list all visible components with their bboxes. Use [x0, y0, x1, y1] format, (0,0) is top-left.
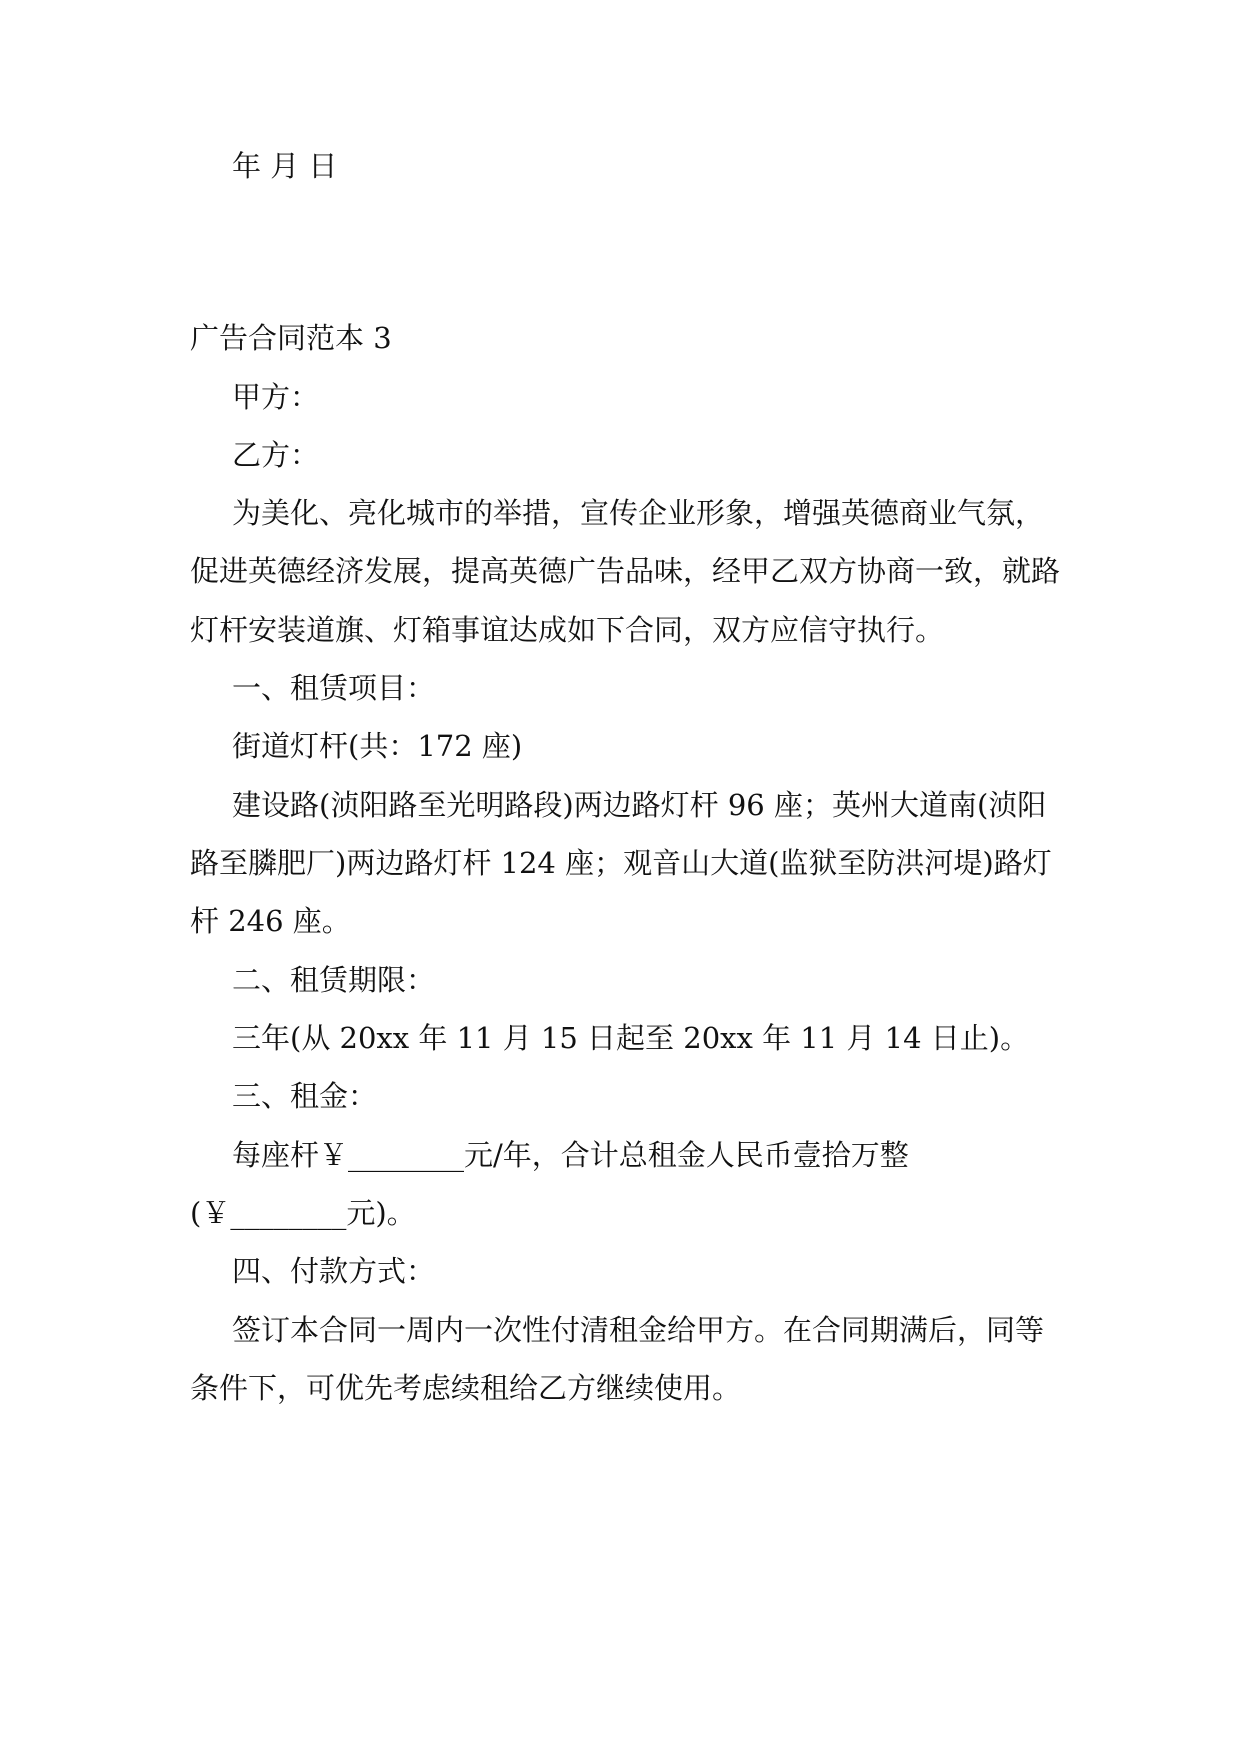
- intro-line-1: 为美化、亮化城市的举措，宣传企业形象，增强英德商业气氛，: [232, 496, 1045, 530]
- item4-detail-line-2: 条件下，可优先考虑续租给乙方继续使用。: [190, 1371, 742, 1405]
- party-a-line: 甲方：: [232, 380, 320, 414]
- item2-heading: 二、租赁期限：: [232, 963, 436, 997]
- item1-heading: 一、租赁项目：: [232, 671, 436, 705]
- date-line: 年 月 日: [232, 149, 338, 183]
- item1-detail-line-3: 杆 246 座。: [190, 904, 351, 938]
- item4-detail-line-1: 签订本合同一周内一次性付清租金给甲方。在合同期满后，同等: [232, 1313, 1045, 1347]
- item1-total: 街道灯杆(共：172 座): [232, 729, 523, 763]
- item2-detail: 三年(从 20xx 年 11 月 15 日起至 20xx 年 11 月 14 日止)。: [232, 1021, 1030, 1055]
- intro-line-3: 灯杆安装道旗、灯箱事谊达成如下合同，双方应信守执行。: [190, 613, 945, 647]
- item1-detail-line-2: 路至膦肥厂)两边路灯杆 124 座；观音山大道(监狱至防洪河堤)路灯: [190, 846, 1052, 880]
- item3-detail-line-1: 每座杆￥________元/年，合计总租金人民币壹拾万整: [232, 1138, 909, 1172]
- item3-heading: 三、租金：: [232, 1079, 378, 1113]
- intro-line-2: 促进英德经济发展，提高英德广告品味，经甲乙双方协商一致，就路: [190, 554, 1061, 588]
- item4-heading: 四、付款方式：: [232, 1254, 436, 1288]
- party-b-line: 乙方：: [232, 438, 320, 472]
- section-title: 广告合同范本 3: [190, 321, 392, 355]
- item1-detail-line-1: 建设路(浈阳路至光明路段)两边路灯杆 96 座；英州大道南(浈阳: [232, 788, 1047, 822]
- item3-detail-line-2: (￥________元)。: [190, 1196, 416, 1230]
